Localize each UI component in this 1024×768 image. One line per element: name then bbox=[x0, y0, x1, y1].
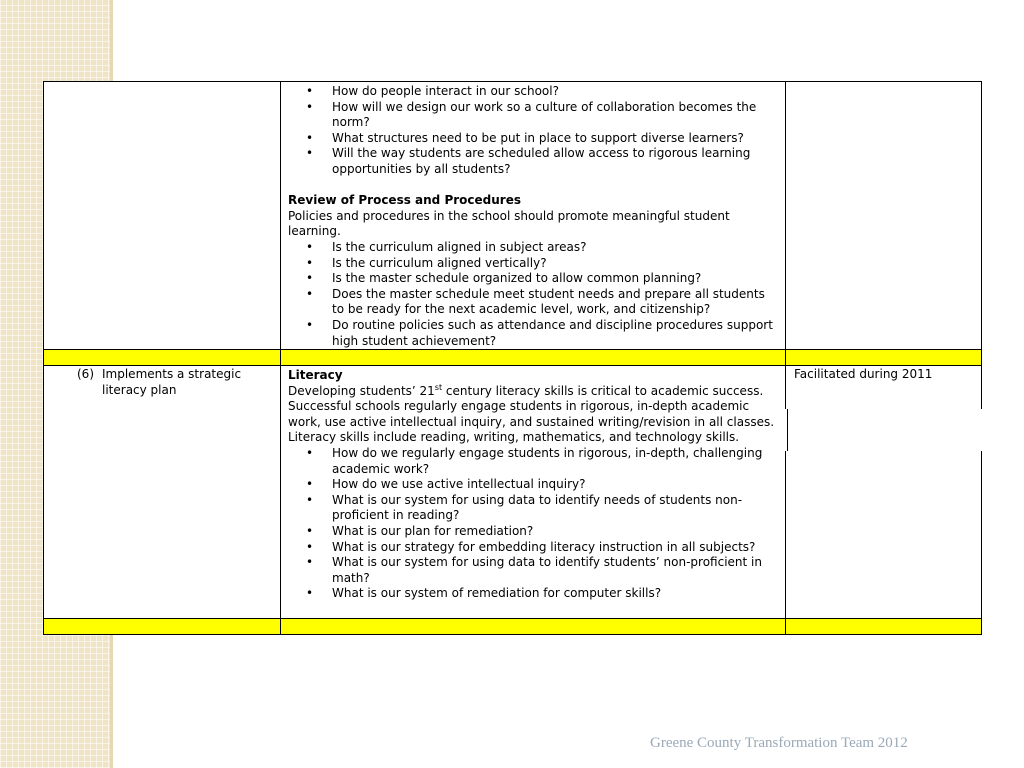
list-item: • How do we use active intellectual inquiry? bbox=[288, 477, 779, 493]
list-item: • What is our system for using data to identify needs of students non-proficient in reading? bbox=[288, 493, 779, 524]
procedures-questions-list bbox=[288, 240, 779, 349]
list-item: • Is the curriculum aligned vertically? bbox=[288, 256, 779, 272]
list-item: • How do people interact in our school? bbox=[288, 84, 779, 100]
list-item: • How will we design our work so a culture of collaboration becomes the norm? bbox=[288, 100, 779, 131]
table-row-structures bbox=[44, 82, 982, 350]
list-item: • Does the master schedule meet student needs and prepare all students to be ready for the next academic level, work, and citizenship? bbox=[288, 287, 779, 318]
list-item: • What is our strategy for embedding literacy instruction in all subjects? bbox=[288, 540, 779, 556]
list-item: • What is our system for using data to identify students’ non-proficient in math? bbox=[288, 555, 779, 586]
list-item: • Do routine policies such as attendance and discipline procedures support high student achievement? bbox=[288, 318, 779, 349]
structure-questions-list bbox=[288, 84, 779, 178]
list-item: • What is our system of remediation for computer skills? bbox=[288, 586, 779, 602]
literacy-heading: Literacy bbox=[288, 368, 343, 383]
highlight-row bbox=[44, 619, 982, 635]
list-item: • What structures need to be put in place to support diverse learners? bbox=[288, 131, 779, 147]
item-cell bbox=[44, 366, 281, 619]
highlight-row bbox=[44, 350, 982, 366]
overlay-patch bbox=[782, 409, 1022, 451]
process-procedures-heading: Review of Process and Procedures bbox=[288, 193, 521, 208]
footer-text: Greene County Transformation Team 2012 bbox=[650, 735, 908, 751]
item-number: (6) bbox=[77, 367, 94, 382]
list-item: • Will the way students are scheduled allow access to rigorous learning opportunities by all students? bbox=[288, 146, 779, 177]
questions-cell bbox=[281, 366, 786, 619]
list-item: • How do we regularly engage students in rigorous, in-depth, challenging academic work? bbox=[288, 446, 779, 477]
table-row-literacy bbox=[44, 366, 982, 619]
list-item: • Is the master schedule organized to allow common planning? bbox=[288, 271, 779, 287]
list-item: • What is our plan for remediation? bbox=[288, 524, 779, 540]
strategic-plan-table bbox=[43, 81, 982, 635]
item-cell-empty bbox=[44, 82, 281, 350]
item-label: Implements a strategic literacy plan bbox=[102, 367, 242, 397]
process-procedures-intro: Policies and procedures in the school should promote meaningful student learning. bbox=[288, 208, 730, 239]
literacy-questions-list bbox=[288, 446, 779, 602]
questions-cell bbox=[281, 82, 786, 350]
list-item: • Is the curriculum aligned in subject areas? bbox=[288, 240, 779, 256]
status-cell bbox=[786, 366, 982, 619]
literacy-intro: Developing students’ 21st century literacy skills is critical to academic success. Successful schools regularly engage students in rigorous, in-depth academic work, use active intellectual inquiry, and sustained writing/revision in all classes. Literacy skills include reading, writing, mathematics, and technology skills. bbox=[288, 382, 775, 445]
status-text: Facilitated during 2011 bbox=[794, 367, 933, 382]
status-cell-empty bbox=[786, 82, 982, 350]
